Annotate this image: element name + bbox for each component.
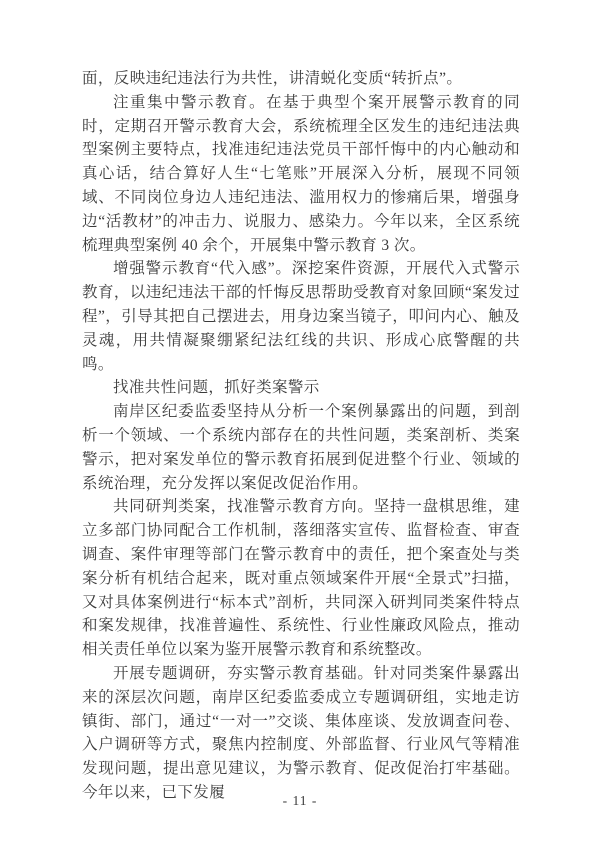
section-heading-common-problems: 找准共性问题，抓好类案警示 — [113, 379, 320, 397]
paragraph-case-analysis: 南岸区纪委监委坚持从分析一个案例暴露出的问题，到剖析一个领域、一个系统内部存在的共性问题，类案剖析、类案警示，把对案发单位的警示教育拓展到促进整个行业、领域的系统治理，充分发挥以案促改促治作用。 — [82, 403, 520, 492]
paragraph-immersive-warning-education: 增强警示教育“代入感”。深挖案件资源，开展代入式警示教育，以违纪违法干部的忏悔反思帮助受教育对象回顾“案发过程”，引导其把自己摆进去，用身边案当镜子，叩问内心、触及灵魂，用共情凝聚绷紧纪法红线的共识、形成心底警醒的共鸣。 — [82, 260, 520, 373]
page-number: - 11 - — [282, 793, 318, 808]
paragraph-continuation: 面，反映违纪违法行为共性，讲清蜕化变质“转折点”。 — [82, 70, 463, 87]
paragraph-special-research: 开展专题调研，夯实警示教育基础。针对同类案件暴露出来的深层次问题，南岸区纪委监委成立专题调研组，实地走访镇街、部门，通过“一对一”交谈、集体座谈、发放调查问卷、入户调研等方式，聚焦内控制度、外部监督、行业风气等精准发现问题，提出意见建议，为警示教育、促改促治打牢基础。今年以来，已下发履 — [82, 664, 520, 801]
document-body — [82, 67, 520, 805]
paragraph-collective-warning-education: 注重集中警示教育。在基于典型个案开展警示教育的同时，定期召开警示教育大会，系统梳理全区发生的违纪违法典型案例主要特点，找准违纪违法党员干部忏悔中的内心触动和真心话，结合算好人生“七笔账”开展深入分析，展现不同领域、不同岗位身边人违纪违法、滥用权力的惨痛后果，增强身边“活教材”的冲击力、说服力、感染力。今年以来，全区系统梳理典型案例 40 余个，开展集中警示教育 3 次。 — [82, 93, 520, 254]
paragraph-joint-case-research: 共同研判类案，找准警示教育方向。坚持一盘棋思维，建立多部门协同配合工作机制，落细落实宣传、监督检查、审查调查、案件审理等部门在警示教育中的责任，把个案查处与类案分析有机结合起来，既对重点领域案件开展“全景式”扫描，又对具体案例进行“标本式”剖析，共同深入研判同类案件特点和案发规律，找准普遍性、系统性、行业性廉政风险点，推动相关责任单位以案为鉴开展警示教育和系统整改。 — [82, 498, 520, 659]
